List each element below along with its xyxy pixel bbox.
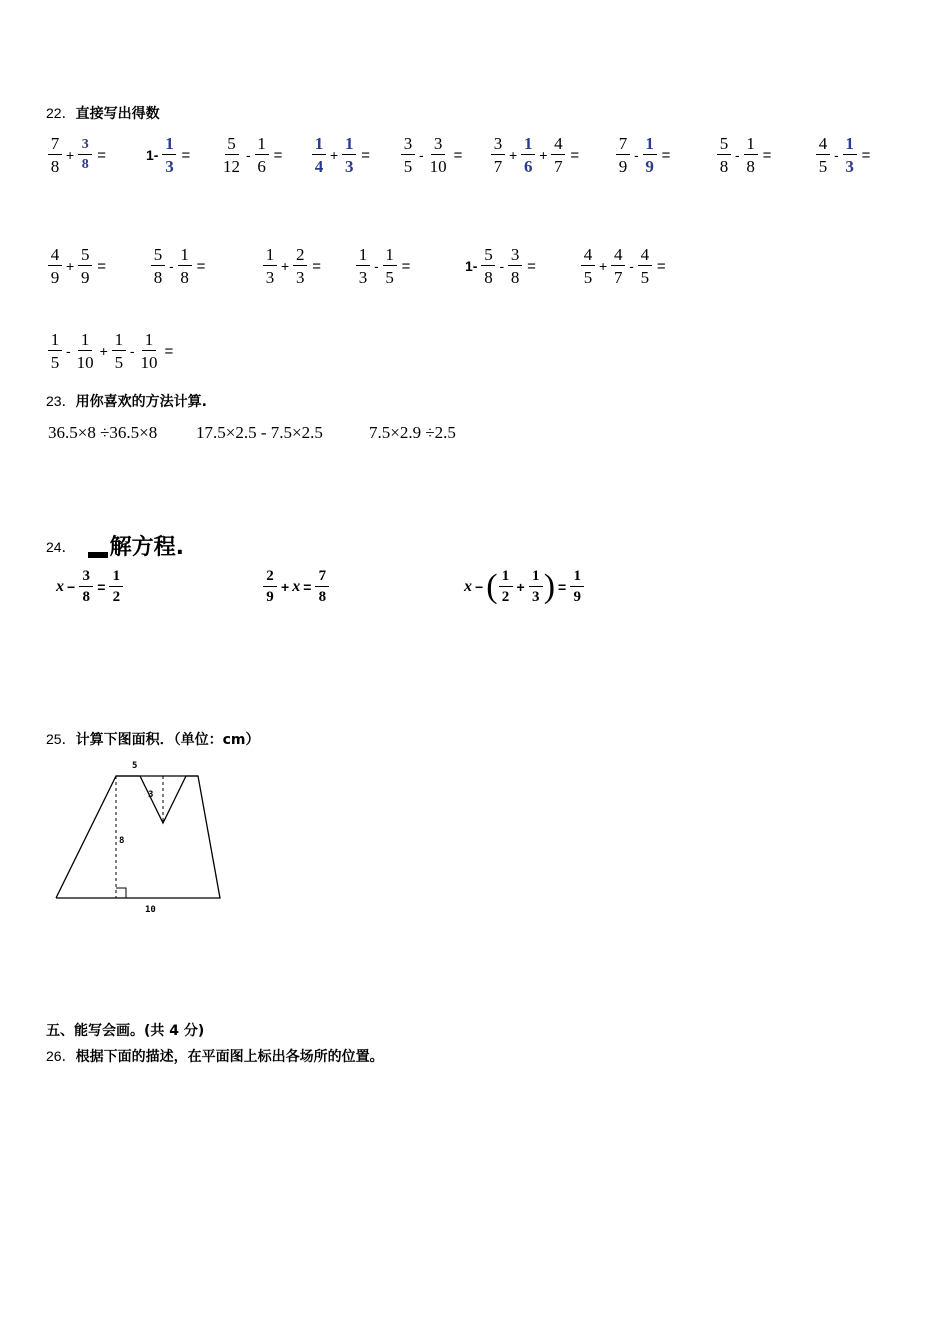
denominator: 2 <box>501 589 510 605</box>
operator: + <box>509 147 518 163</box>
denominator: 9 <box>50 268 60 287</box>
operator: + <box>66 258 75 274</box>
equals-sign: = <box>762 146 772 164</box>
fraction <box>178 246 192 286</box>
numerator: 2 <box>263 569 277 587</box>
operator: - <box>735 147 740 163</box>
q23-item-3: 7.5×2.9 ÷2.5 <box>369 423 456 442</box>
numerator: 1 <box>342 135 356 155</box>
equals-sign: = <box>273 146 283 164</box>
denominator: 2 <box>112 589 121 605</box>
operator: + <box>330 147 339 163</box>
denominator: 5 <box>385 268 394 287</box>
q23-item-2: 17.5×2.5 - 7.5×2.5 <box>196 423 323 442</box>
fraction <box>383 246 397 286</box>
fraction <box>48 331 62 371</box>
fraction <box>611 246 625 286</box>
fraction <box>263 569 277 605</box>
label-bottom: 10 <box>145 905 156 915</box>
denominator: 9 <box>80 268 90 287</box>
equals-sign: = <box>861 146 871 164</box>
arithmetic-item <box>815 135 870 175</box>
numerator: 1 <box>48 331 62 351</box>
equals-sign: = <box>181 146 191 164</box>
fraction <box>263 246 277 286</box>
denominator: 12 <box>223 157 240 176</box>
equals-sign: = <box>97 146 106 164</box>
arithmetic-item <box>47 135 106 175</box>
fraction <box>499 569 513 605</box>
denominator: 9 <box>266 589 274 605</box>
numerator: 4 <box>581 246 595 266</box>
numerator: 1 <box>643 135 657 155</box>
q24-number: 24． <box>46 539 76 555</box>
operator: - <box>834 147 839 163</box>
fraction <box>48 135 62 175</box>
numerator: 1 <box>112 331 126 351</box>
fraction <box>78 246 92 286</box>
equals-sign: = <box>558 579 567 595</box>
arithmetic-item <box>150 246 205 286</box>
denominator: 3 <box>295 268 305 287</box>
operator: + <box>281 579 290 595</box>
arithmetic-item <box>580 246 666 286</box>
operator: + <box>281 258 290 274</box>
q24-placeholder-mark <box>88 552 108 558</box>
numerator: 5 <box>225 135 239 155</box>
equals-sign: = <box>401 257 411 275</box>
numerator: 1 <box>383 246 397 266</box>
numerator: 1 <box>178 246 192 266</box>
numerator: 5 <box>151 246 165 266</box>
operator: - <box>169 258 174 274</box>
fraction <box>78 138 92 172</box>
denominator: 8 <box>50 157 60 176</box>
prefix-text: 1- <box>465 258 478 274</box>
fraction <box>139 331 160 371</box>
fraction <box>112 331 126 371</box>
operator: + <box>99 343 108 359</box>
numerator: 5 <box>481 246 495 266</box>
denominator: 9 <box>618 157 628 176</box>
numerator: 1 <box>744 135 758 155</box>
denominator: 5 <box>583 268 593 287</box>
numerator: 4 <box>638 246 652 266</box>
fraction <box>643 135 657 175</box>
q23-item-1: 36.5×8 ÷36.5×8 <box>48 423 158 442</box>
numerator: 1 <box>570 569 584 587</box>
fraction <box>428 135 449 175</box>
fraction <box>109 569 123 605</box>
arithmetic-item <box>400 135 462 175</box>
fraction <box>79 569 93 605</box>
numerator: 3 <box>401 135 415 155</box>
section-5-title: 五、能写会画。(共 4 分) <box>46 1023 205 1039</box>
denominator: 5 <box>818 157 828 176</box>
numerator: 7 <box>616 135 630 155</box>
fraction <box>293 246 307 286</box>
right-paren: ) <box>543 568 556 605</box>
arithmetic-item <box>490 135 579 175</box>
numerator: 1 <box>162 135 176 155</box>
denominator: 5 <box>114 353 124 372</box>
denominator: 3 <box>344 157 354 176</box>
operator: - <box>634 147 639 163</box>
q22-number: 22． <box>46 105 76 121</box>
denominator: 10 <box>140 353 158 372</box>
denominator: 8 <box>719 157 729 176</box>
operator: − <box>475 579 484 595</box>
label-notch: 3 <box>148 790 154 800</box>
q26-number: 26． <box>46 1048 76 1064</box>
equals-sign: = <box>312 257 321 275</box>
fraction <box>481 246 495 286</box>
arithmetic-item <box>47 246 106 286</box>
fraction <box>221 135 242 175</box>
denominator: 8 <box>82 589 90 605</box>
operator: - <box>66 343 71 359</box>
numerator: 4 <box>611 246 625 266</box>
q24-heading <box>46 530 184 561</box>
operator: - <box>419 147 424 163</box>
arithmetic-item <box>311 135 370 175</box>
operator: + <box>66 147 75 163</box>
q26-title: 根据下面的描述，在平面图上标出各场所的位置。 <box>75 1049 384 1065</box>
denominator: 6 <box>523 157 533 176</box>
variable-x: x <box>464 578 472 595</box>
denominator: 3 <box>845 157 854 176</box>
fraction <box>255 135 269 175</box>
arithmetic-item <box>462 246 536 286</box>
equals-sign: = <box>97 257 106 275</box>
numerator: 1 <box>255 135 269 155</box>
numerator: 7 <box>48 135 62 155</box>
denominator: 3 <box>531 589 540 605</box>
equals-sign: = <box>453 146 463 164</box>
numerator: 1 <box>109 569 123 587</box>
fraction <box>48 246 62 286</box>
denominator: 3 <box>265 268 275 287</box>
fraction <box>162 135 176 175</box>
operator: + <box>539 147 548 163</box>
equals-sign: = <box>164 342 174 360</box>
denominator: 10 <box>429 157 447 176</box>
denominator: 5 <box>403 157 413 176</box>
q25-title: 计算下图面积．（单位：cm） <box>75 732 260 748</box>
denominator: 7 <box>493 157 503 176</box>
numerator: 3 <box>508 246 522 266</box>
fraction <box>744 135 758 175</box>
numerator: 1 <box>356 246 370 266</box>
denominator: 4 <box>314 157 324 176</box>
arithmetic-item <box>262 246 321 286</box>
q23-heading <box>46 391 207 411</box>
fraction <box>312 135 326 175</box>
operator: - <box>629 258 634 274</box>
equals-sign: = <box>97 579 106 595</box>
fraction <box>491 135 505 175</box>
numerator: 7 <box>315 569 329 587</box>
fraction <box>151 246 165 286</box>
denominator: 10 <box>76 353 94 372</box>
denominator: 8 <box>81 157 89 172</box>
operator: + <box>516 579 525 595</box>
denominator: 8 <box>746 157 755 176</box>
denominator: 8 <box>318 589 327 605</box>
fraction <box>616 135 630 175</box>
arithmetic-item <box>47 331 173 371</box>
equation <box>464 569 585 605</box>
fraction <box>508 246 522 286</box>
numerator: 4 <box>816 135 830 155</box>
trapezoid-outline <box>56 776 220 898</box>
denominator: 3 <box>358 268 368 287</box>
variable-x: x <box>292 578 301 595</box>
q25-heading <box>46 729 259 749</box>
denominator: 8 <box>180 268 189 287</box>
operator: - <box>246 147 251 163</box>
q22-title: 直接写出得数 <box>75 106 160 122</box>
fraction <box>315 569 329 605</box>
equals-sign: = <box>656 257 666 275</box>
equals-sign: = <box>570 146 580 164</box>
denominator: 9 <box>645 157 654 176</box>
numerator: 5 <box>717 135 731 155</box>
fraction <box>529 569 543 605</box>
equals-sign: = <box>303 579 312 595</box>
fraction <box>356 246 370 286</box>
denominator: 8 <box>484 268 493 287</box>
label-top: 5 <box>132 761 138 771</box>
denominator: 7 <box>554 157 563 176</box>
numerator: 2 <box>293 246 307 266</box>
numerator: 1 <box>499 569 513 587</box>
denominator: 3 <box>165 157 174 176</box>
equals-sign: = <box>527 257 536 275</box>
label-height: 8 <box>119 836 125 846</box>
fraction <box>342 135 356 175</box>
equals-sign: = <box>196 257 206 275</box>
fraction <box>581 246 595 286</box>
left-paren: ( <box>486 568 498 605</box>
q25-number: 25． <box>46 731 76 747</box>
fraction <box>75 331 96 371</box>
denominator: 6 <box>257 157 266 176</box>
q23-number: 23． <box>46 393 76 409</box>
section-5-heading <box>46 1020 204 1040</box>
fraction <box>717 135 731 175</box>
numerator: 1 <box>263 246 277 266</box>
numerator: 1 <box>521 135 535 155</box>
denominator: 5 <box>50 353 60 372</box>
q23-title: 用你喜欢的方法计算. <box>75 394 207 410</box>
numerator: 3 <box>78 138 92 155</box>
fraction <box>570 569 584 605</box>
fraction <box>401 135 415 175</box>
fraction <box>551 135 565 175</box>
numerator: 5 <box>78 246 92 266</box>
numerator: 3 <box>491 135 505 155</box>
arithmetic-item <box>220 135 282 175</box>
equals-sign: = <box>661 146 671 164</box>
denominator: 8 <box>153 268 163 287</box>
prefix-text: 1- <box>146 147 159 163</box>
numerator: 4 <box>48 246 62 266</box>
operator: - <box>374 258 379 274</box>
equals-sign: = <box>361 146 370 164</box>
denominator: 5 <box>640 268 650 287</box>
right-angle-mark <box>116 888 126 898</box>
q22-heading <box>46 103 160 123</box>
q25-figure <box>50 755 230 920</box>
operator: + <box>599 258 608 274</box>
denominator: 9 <box>573 589 581 605</box>
numerator: 4 <box>551 135 565 155</box>
equation <box>56 569 124 605</box>
fraction <box>521 135 535 175</box>
numerator: 1 <box>843 135 857 155</box>
fraction <box>638 246 652 286</box>
denominator: 8 <box>510 268 520 287</box>
q24-title: 解方程. <box>109 535 184 560</box>
numerator: 1 <box>312 135 326 155</box>
operator: − <box>67 579 76 595</box>
variable-x: x <box>56 578 64 595</box>
q26-heading <box>46 1046 384 1066</box>
numerator: 1 <box>78 331 92 351</box>
operator: - <box>499 258 505 274</box>
denominator: 7 <box>613 268 623 287</box>
numerator: 1 <box>529 569 543 587</box>
arithmetic-item <box>355 246 410 286</box>
equation <box>262 569 330 605</box>
fraction <box>843 135 857 175</box>
arithmetic-item <box>143 135 190 175</box>
numerator: 1 <box>142 331 156 351</box>
arithmetic-item <box>615 135 670 175</box>
numerator: 3 <box>79 569 93 587</box>
numerator: 3 <box>431 135 445 155</box>
operator: - <box>129 343 135 359</box>
arithmetic-item <box>716 135 771 175</box>
fraction <box>816 135 830 175</box>
